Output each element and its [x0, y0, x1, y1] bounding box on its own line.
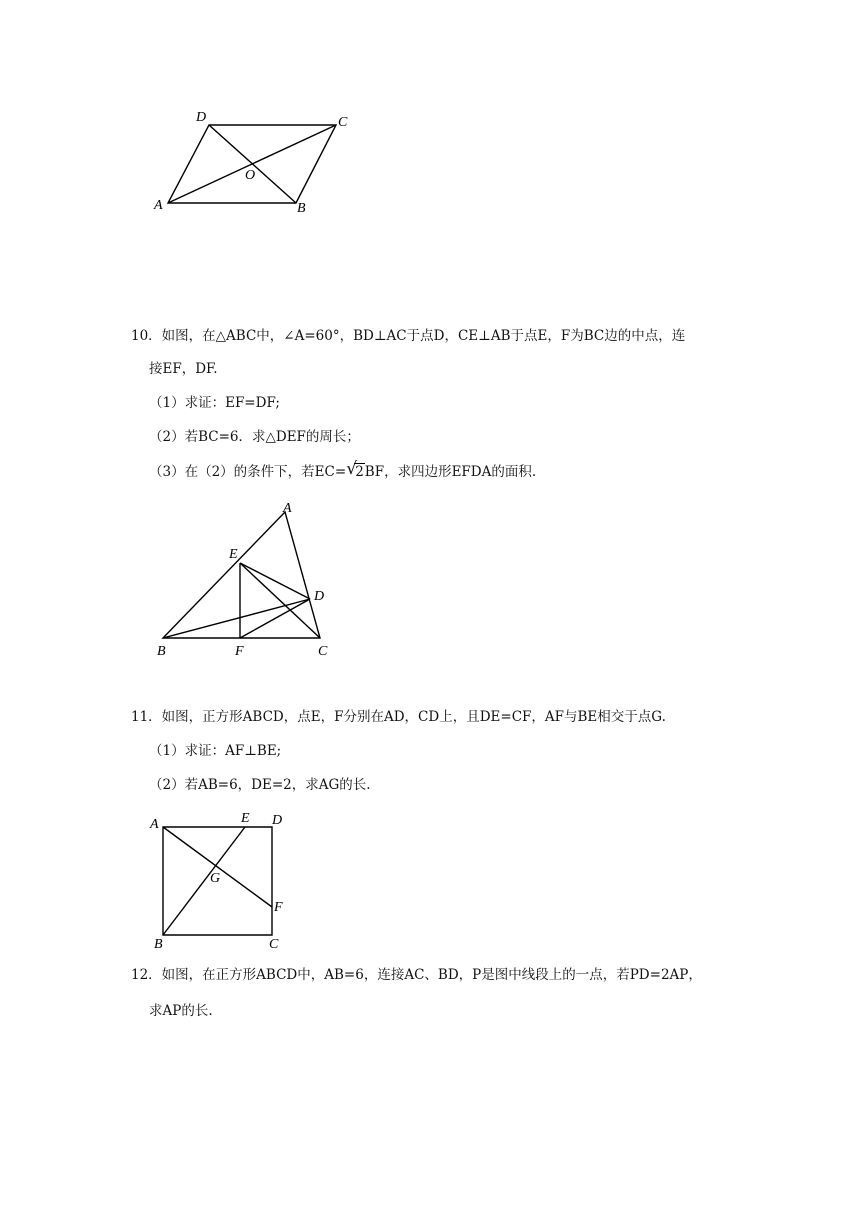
label-g: G — [210, 871, 221, 886]
q10-statement-line2: 接EF，DF. — [149, 361, 218, 377]
label-f: F — [274, 900, 283, 915]
label-e: E — [241, 811, 250, 826]
q10-part3-after: BF，求四边形EFDA的面积. — [364, 464, 537, 480]
label-e: E — [229, 547, 238, 562]
segment-af — [163, 827, 272, 907]
label-c: C — [318, 644, 328, 659]
segment-ed — [240, 563, 310, 599]
segment-bd — [163, 599, 310, 638]
label-b: B — [157, 644, 166, 659]
square-figure — [140, 805, 310, 955]
q11-part1: （1）求证：AF⊥BE; — [149, 743, 282, 759]
label-b: B — [297, 201, 306, 216]
triangle-figure — [140, 495, 360, 665]
label-f: F — [235, 644, 244, 659]
segment-be — [163, 827, 245, 935]
q11-part2: （2）若AB=6，DE=2，求AG的长. — [149, 777, 371, 793]
label-c: C — [338, 115, 348, 130]
sqrt-radicand: 2 — [355, 464, 364, 480]
q10-part3 — [149, 459, 537, 482]
label-b: B — [154, 937, 163, 952]
label-a: A — [150, 817, 159, 832]
q10-part2: （2）若BC=6．求△DEF的周长； — [149, 429, 360, 445]
label-a: A — [283, 501, 292, 516]
label-d: D — [196, 110, 207, 125]
q10-part3-before: （3）在（2）的条件下，若EC= — [149, 464, 347, 480]
q12-statement-line2: 求AP的长. — [149, 1003, 213, 1019]
label-o: O — [245, 168, 256, 183]
q10-statement-line1: 10．如图，在△ABC中，∠A=60°，BD⊥AC于点D，CE⊥AB于点E，F为BC边的中点，连 — [131, 328, 686, 344]
q12-statement-line1: 12．如图，在正方形ABCD中，AB=6，连接AC、BD，P是图中线段上的一点，若PD=2AP， — [131, 967, 702, 983]
label-d: D — [314, 589, 325, 604]
label-a: A — [154, 198, 163, 213]
label-d: D — [272, 813, 283, 828]
diagonal-bd — [209, 125, 296, 203]
parallelogram-figure — [140, 100, 380, 220]
q10-part1: （1）求证：EF=DF; — [149, 395, 280, 411]
label-c: C — [269, 937, 279, 952]
sqrt-symbol: √ 2 — [346, 459, 364, 480]
triangle-abc — [163, 512, 320, 638]
q11-statement: 11．如图，正方形ABCD，点E，F分别在AD，CD上，且DE=CF，AF与BE相交于点G. — [131, 709, 666, 725]
